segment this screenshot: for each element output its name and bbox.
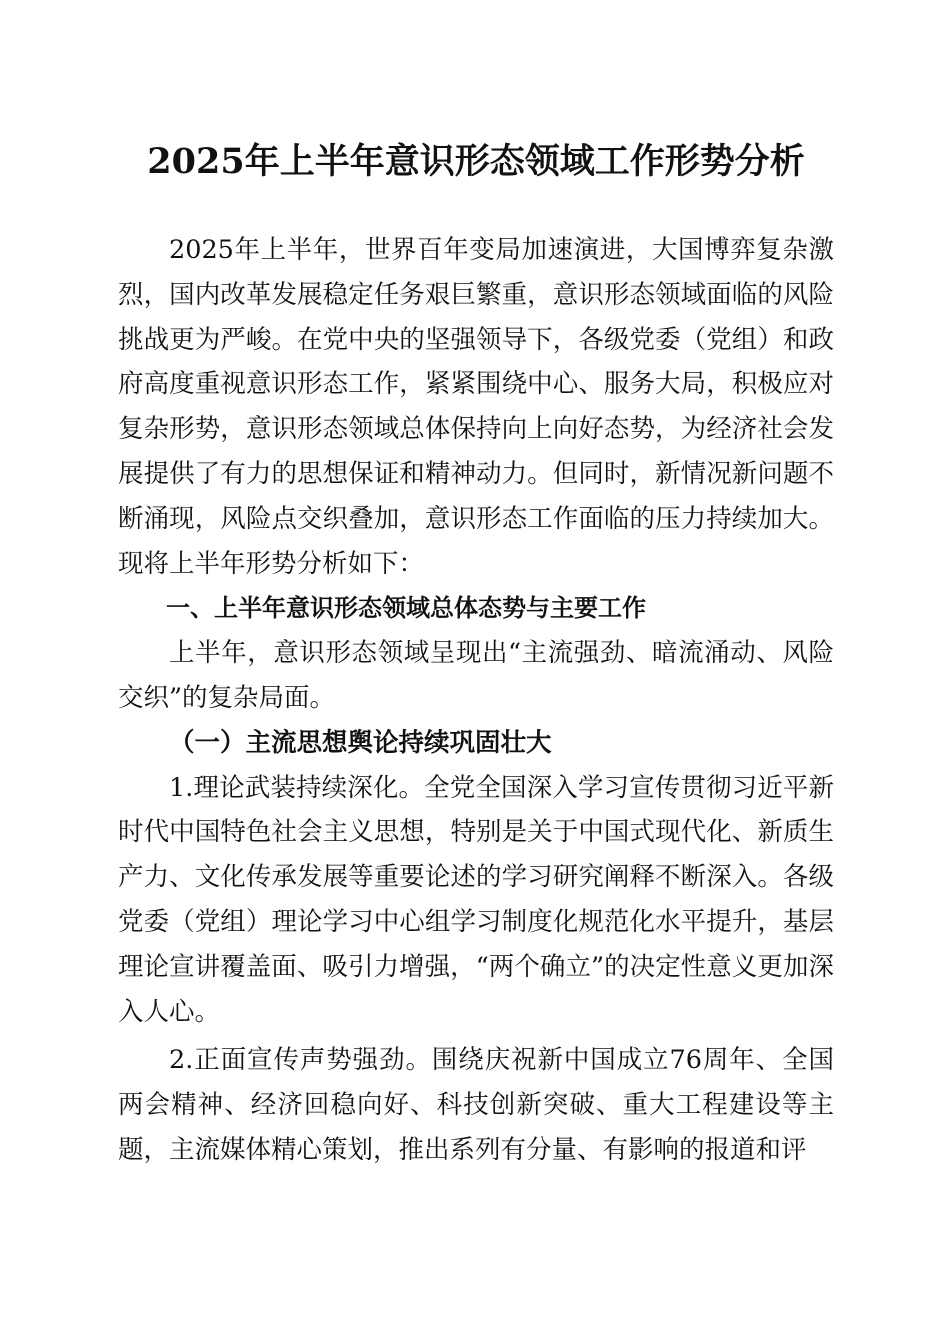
item-1-paragraph: 1.理论武装持续深化。全党全国深入学习宣传贯彻习近平新时代中国特色社会主义思想，特别是关于中国式现代化、新质生产力、文化传承发展等重要论述的学习研究阐释不断深入。各级党委（党组）理论学习中心组学习制度化规范化水平提升，基层理论宣讲覆盖面、吸引力增强，“两个确立”的决定性意义更加深入人心。	[118, 772, 834, 1027]
document-title: 2025年上半年意识形态领域工作形势分析	[147, 141, 805, 182]
section-1-intro-paragraph: 上半年，意识形态领域呈现出“主流强劲、暗流涌动、风险交织”的复杂局面。	[118, 638, 834, 713]
section-heading-1: 一、上半年意识形态领域总体态势与主要工作	[166, 594, 646, 623]
item-2-paragraph: 2.正面宣传声势强劲。围绕庆祝新中国成立76周年、全国两会精神、经济回稳向好、科技创新突破、重大工程建设等主题，主流媒体精心策划，推出系列有分量、有影响的报道和评	[118, 1045, 834, 1165]
subsection-heading-1: （一）主流思想舆论持续巩固壮大	[169, 727, 552, 758]
document-body	[118, 228, 834, 1173]
intro-paragraph: 2025年上半年，世界百年变局加速演进，大国博弈复杂激烈，国内改革发展稳定任务艰巨繁重，意识形态领域面临的风险挑战更为严峻。在党中央的坚强领导下，各级党委（党组）和政府高度重视意识形态工作，紧紧围绕中心、服务大局，积极应对复杂形势，意识形态领域总体保持向上向好态势，为经济社会发展提供了有力的思想保证和精神动力。但同时，新情况新问题不断涌现，风险点交织叠加，意识形态工作面临的压力持续加大。现将上半年形势分析如下：	[118, 235, 834, 579]
